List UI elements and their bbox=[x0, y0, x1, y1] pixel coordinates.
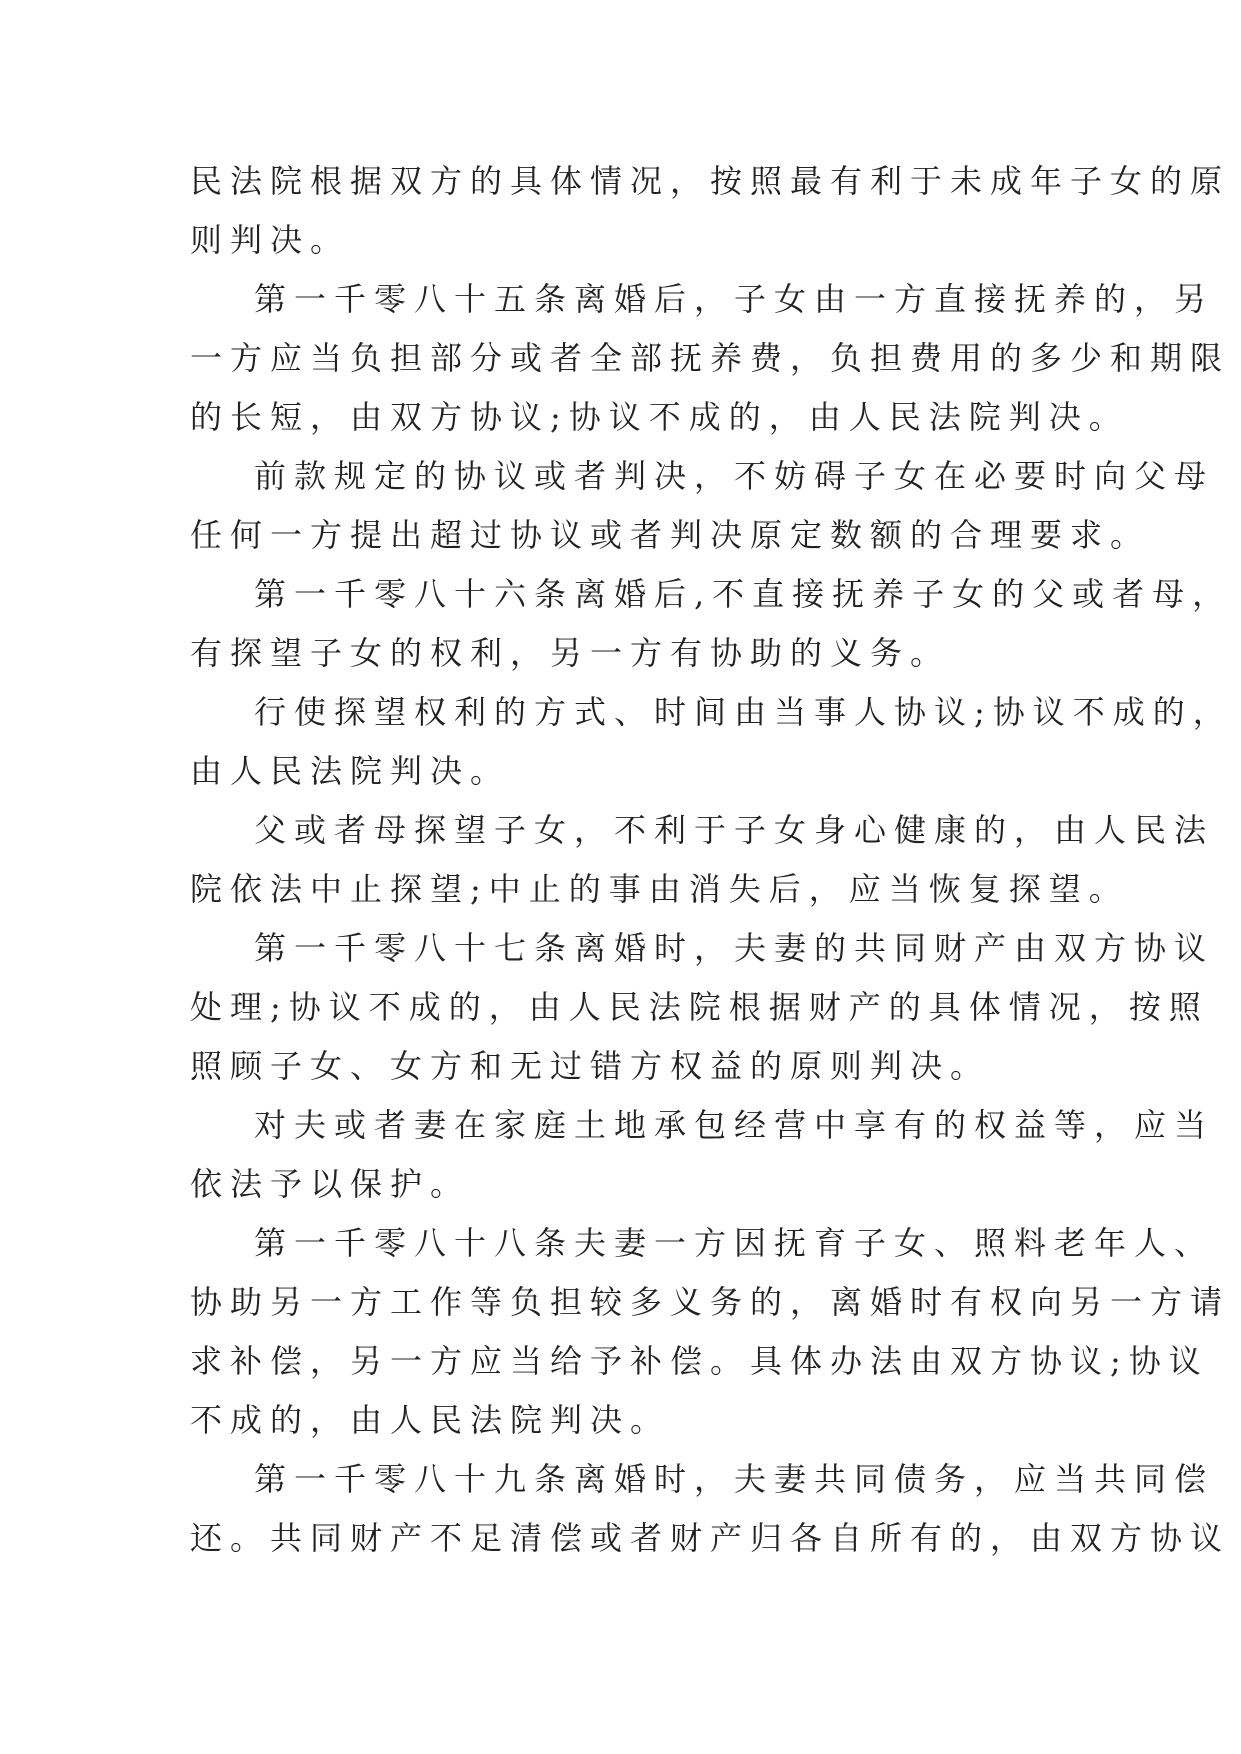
text-line: 前款规定的协议或者判决，不妨碍子女在必要时向父母 bbox=[254, 457, 1215, 495]
text-line: 任何一方提出超过协议或者判决原定数额的合理要求。 bbox=[190, 516, 1151, 554]
text-line: 一方应当负担部分或者全部抚养费，负担费用的多少和期限 bbox=[190, 339, 1231, 377]
text-line: 第一千零八十七条离婚时，夫妻的共同财产由双方协议 bbox=[254, 929, 1215, 967]
text-line: 第一千零八十九条离婚时，夫妻共同债务，应当共同偿 bbox=[254, 1460, 1215, 1498]
text-line: 父或者母探望子女，不利于子女身心健康的，由人民法 bbox=[254, 811, 1215, 849]
text-line: 则判决。 bbox=[190, 221, 351, 259]
text-line: 对夫或者妻在家庭土地承包经营中享有的权益等，应当 bbox=[254, 1106, 1215, 1144]
text-line: 处理;协议不成的，由人民法院根据财产的具体情况，按照 bbox=[190, 988, 1209, 1026]
text-line: 不成的，由人民法院判决。 bbox=[190, 1401, 671, 1439]
text-line: 有探望子女的权利，另一方有协助的义务。 bbox=[190, 634, 951, 672]
text-line: 协助另一方工作等负担较多义务的，离婚时有权向另一方请 bbox=[190, 1283, 1231, 1321]
text-line: 院依法中止探望;中止的事由消失后，应当恢复探望。 bbox=[190, 870, 1129, 908]
text-line: 求补偿，另一方应当给予补偿。具体办法由双方协议;协议 bbox=[190, 1342, 1209, 1380]
text-line: 第一千零八十五条离婚后，子女由一方直接抚养的，另 bbox=[254, 280, 1215, 318]
text-line: 民法院根据双方的具体情况，按照最有利于未成年子女的原 bbox=[190, 162, 1231, 200]
document-body bbox=[190, 152, 1233, 1568]
text-line: 照顾子女、女方和无过错方权益的原则判决。 bbox=[190, 1047, 991, 1085]
text-line: 行使探望权利的方式、时间由当事人协议;协议不成的， bbox=[254, 693, 1233, 731]
text-line: 第一千零八十八条夫妻一方因抚育子女、照料老年人、 bbox=[254, 1224, 1215, 1262]
text-line: 第一千零八十六条离婚后,不直接抚养子女的父或者母， bbox=[254, 575, 1233, 613]
text-line: 依法予以保护。 bbox=[190, 1165, 471, 1203]
text-line: 的长短，由双方协议;协议不成的，由人民法院判决。 bbox=[190, 398, 1129, 436]
text-line: 还。共同财产不足清偿或者财产归各自所有的，由双方协议 bbox=[190, 1519, 1231, 1557]
text-line: 由人民法院判决。 bbox=[190, 752, 511, 790]
